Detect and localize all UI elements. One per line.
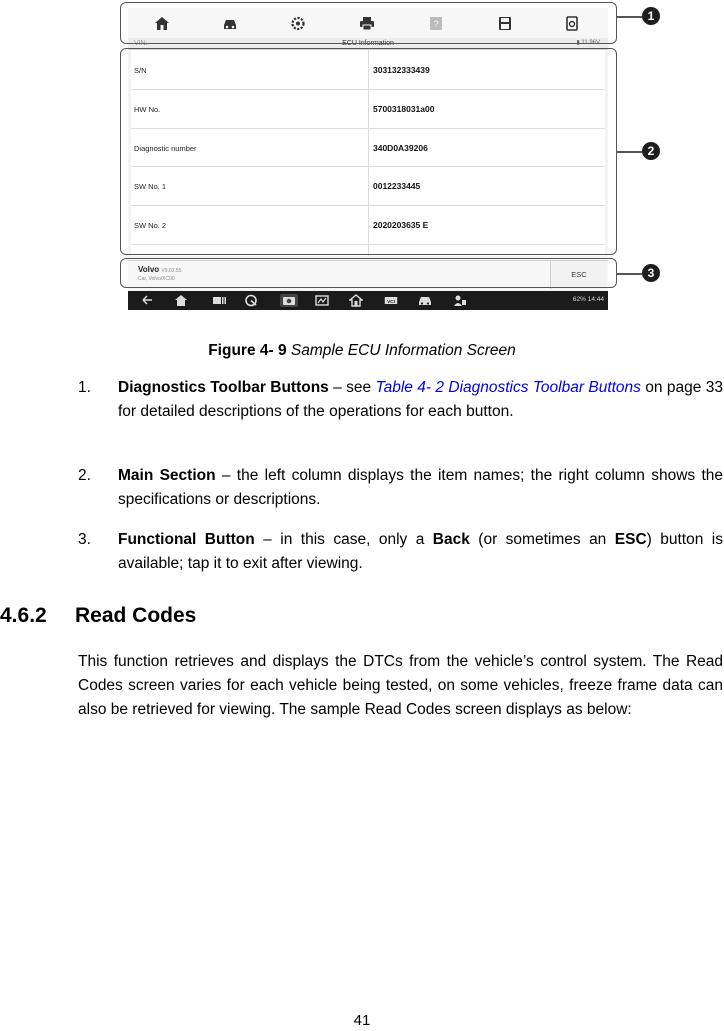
body-paragraph: This function retrieves and displays the DTCs from the vehicle’s control system. The Read Codes screen varies for each vehicle being tested, on some vehicles, freeze frame data can also be retrieved for viewing. The sample Read Codes screen displays as below:	[78, 653, 723, 718]
vin-label: VIN:	[134, 40, 148, 47]
vehicle-version: V9.02.55	[161, 268, 182, 274]
row-label: HW No.	[134, 104, 161, 114]
list-title: Main Section	[118, 467, 216, 484]
screen-title: ECU Information	[342, 40, 394, 47]
screenshot-icon[interactable]	[315, 294, 329, 307]
car-icon[interactable]	[418, 294, 432, 307]
callout-badge-1: 1	[642, 7, 660, 25]
row-value: 0012233445	[373, 181, 421, 192]
row-value: 303132333439	[373, 65, 430, 75]
table-reference-link[interactable]: Table 4- 2 Diagnostics Toolbar Buttons	[375, 379, 641, 396]
callout-frame-main	[120, 48, 617, 255]
list-number: 2.	[78, 467, 91, 484]
recent-apps-icon[interactable]	[212, 294, 226, 307]
home-icon[interactable]	[174, 294, 188, 307]
list-title: Functional Button	[118, 531, 255, 548]
section-number: 4.6.2	[0, 604, 47, 627]
callout-badge-2: 2	[642, 142, 660, 160]
section-title: Read Codes	[75, 604, 197, 627]
callout-badge-3: 3	[642, 264, 660, 282]
callout-frame-toolbar	[120, 2, 617, 44]
esc-button[interactable]: ESC	[550, 261, 607, 289]
svg-text:?: ?	[433, 19, 439, 29]
row-label: SW No. 1	[134, 182, 167, 192]
vci-icon[interactable]	[382, 294, 400, 307]
list-number: 1.	[78, 379, 91, 396]
browser-icon[interactable]	[244, 294, 258, 307]
section-heading	[0, 604, 196, 628]
callout-frame-function	[120, 258, 617, 288]
user-icon[interactable]	[453, 294, 467, 307]
row-value: 2020203635 E	[373, 220, 429, 231]
list-item: 2. Main Section – the left column displays the item names; the right column shows the specifications or descriptions.	[78, 464, 723, 512]
figure-caption	[0, 342, 724, 360]
voltage-readout: ▮ 11.96V	[576, 40, 600, 46]
vehicle-subtitle: Car, Volvo/XC90	[138, 276, 175, 282]
back-icon[interactable]	[140, 294, 154, 307]
status-bar-readout: 62% 14:44	[572, 296, 604, 303]
figure-title: Sample ECU Information Screen	[290, 342, 516, 359]
row-label: S/N	[134, 66, 147, 75]
figure-label: Figure 4- 9	[208, 342, 287, 359]
row-label: Diagnostic number	[134, 143, 197, 153]
list-item: 1. Diagnostics Toolbar Buttons – see Table 4- 2 Diagnostics Toolbar Buttons on page 33 for detailed descriptions of the operations for each button.	[78, 376, 723, 424]
list-title: Diagnostics Toolbar Buttons	[118, 379, 329, 396]
vehicle-name: Volvo V9.02.55	[138, 265, 182, 274]
row-value: 340D0A39206	[373, 142, 428, 153]
svg-text:VCI: VCI	[387, 298, 395, 304]
row-value: 5700318031a00	[373, 103, 435, 114]
list-number: 3.	[78, 531, 91, 548]
android-nav-bar	[128, 291, 608, 310]
page-number: 41	[353, 1012, 371, 1029]
vehicle-home-icon[interactable]	[349, 294, 363, 307]
list-item: 3. Functional Button – in this case, only a Back (or sometimes an ESC) button is available; tap it to exit after viewing.	[78, 528, 723, 576]
camera-icon[interactable]	[280, 294, 298, 307]
row-label: SW No. 2	[134, 221, 167, 231]
